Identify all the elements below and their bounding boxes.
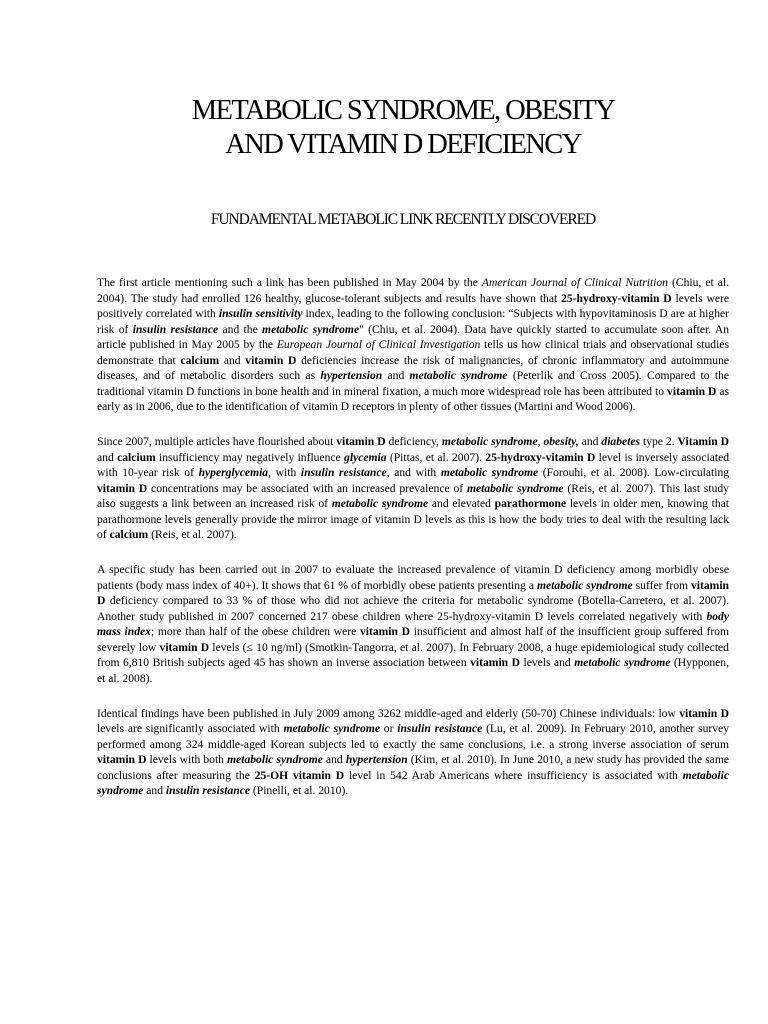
text-run: and elevated: [428, 497, 495, 510]
text-run: vitamin D: [679, 706, 729, 720]
text-run: metabolic syndrome: [440, 466, 539, 479]
text-run: insufficiency may negatively influence: [155, 450, 345, 464]
paragraph-3: [97, 562, 729, 686]
text-run: 25-hydroxy-vitamin D: [485, 450, 596, 464]
text-run: deficiencies increase the risk of malignancies, of chronic inflammatory and autoimmune diseases, and of metabolic disorders such as: [97, 353, 730, 382]
text-run: insulin resistance: [397, 722, 483, 735]
text-run: levels were positively correlated with: [97, 291, 730, 320]
text-run: (Hypponen, et al. 2008).: [97, 656, 729, 685]
text-run: and: [578, 435, 602, 448]
text-run: insulin sensitivity: [218, 307, 303, 320]
text-run: index, leading to the following conclusion: “Subjects with hypovitaminosis D are at higher risk of: [97, 307, 729, 336]
text-run: metabolic syndrome: [331, 497, 429, 510]
text-run: and: [219, 353, 246, 367]
text-run: metabolic syndrome: [227, 753, 323, 766]
text-run: and: [382, 369, 410, 382]
text-run: (Reis, et al. 2007). This last study also suggests a link between an increased risk of: [97, 481, 729, 510]
text-run: as early as in 2006, due to the identification of vitamin D receptors in plenty of other tissues (Martini and Wood 2006).: [97, 384, 730, 413]
paragraph-4: [97, 706, 729, 799]
text-run: and: [143, 784, 166, 797]
text-run: level is inversely associated with 10-year risk of: [97, 450, 730, 479]
text-run: type 2.: [640, 435, 678, 448]
text-run: hypertension: [320, 369, 383, 382]
text-run: suffer from: [632, 578, 691, 592]
text-run: and the: [218, 322, 263, 336]
text-run: (Lu, et al. 2009). In February 2010, another survey performed among 324 middle-aged Korean subjects led to exactly the same conclusions, i.e. a strong inverse association of serum: [97, 722, 730, 751]
text-run: vitamin D: [159, 640, 210, 654]
text-run: ; more than half of the obese children were: [150, 625, 360, 638]
text-run: body mass index: [97, 609, 729, 638]
title-line-2: AND VITAMIN D DEFICIENCY: [225, 129, 581, 160]
text-run: concentrations may be associated with an increased prevalence of: [147, 481, 467, 495]
text-run: , with: [268, 466, 301, 479]
text-run: ,: [537, 435, 544, 448]
text-run: parathormone: [494, 497, 567, 510]
text-run: (Forouhi, et al. 2008). Low-circulating: [538, 466, 730, 479]
text-run: vitamin D: [97, 578, 729, 607]
text-run: Identical findings have been published in July 2009 among 3262 middle-aged and elderly (50-70) Chinese individuals: low: [97, 706, 680, 720]
document-subtitle: FUNDAMENTAL METABOLIC LINK RECENTLY DISCOVERED: [210, 211, 596, 228]
text-run: A specific study has been carried out in 2007 to evaluate the increased prevalence of vitamin D deficiency among morbidly obese patients (body mass index of 40+). It shows that 61 % of morbidly obese patients presenting a: [97, 563, 729, 592]
text-run: levels (≤ 10 ng/ml) (Smotkin-Tangorra, et al. 2007). In February 2008, a huge epidemiological study collected from 6,810 British subjects aged 45 has shown an inverse association between: [97, 640, 729, 669]
text-run: vitamin D: [336, 435, 386, 448]
text-run: European Journal of Clinical Investigation: [276, 338, 481, 351]
text-run: Vitamin D: [677, 435, 730, 448]
text-run: metabolic syndrome: [409, 369, 508, 382]
text-run: vitamin D: [245, 353, 297, 367]
text-run: metabolic syndrome: [97, 768, 730, 797]
text-run: calcium: [180, 353, 220, 367]
text-run: metabolic syndrome: [536, 578, 633, 592]
paragraph-2: [97, 434, 729, 543]
text-run: hypertension: [345, 753, 408, 766]
text-run: Since 2007, multiple articles have flourished about: [97, 435, 337, 448]
text-run: (Reis, et al. 2007).: [148, 528, 237, 541]
text-run: (Pittas, et al. 2007).: [386, 450, 486, 464]
text-run: insulin resistance: [165, 784, 250, 797]
text-run: metabolic syndrome: [283, 722, 380, 735]
text-run: metabolic syndrome: [262, 322, 360, 336]
text-run: levels with both: [146, 753, 228, 766]
text-run: or: [379, 722, 398, 735]
text-run: insulin resistance: [132, 322, 219, 336]
text-run: (Kim, et al. 2010). In June 2010, a new study has provided the same conclusions after measuring the: [97, 753, 729, 782]
text-run: (Chiu, et al. 2004). The study had enrolled 126 healthy, glucose-tolerant subjects and results have shown that: [97, 276, 729, 305]
text-run: metabolic syndrome: [574, 656, 671, 669]
text-run: levels in older men, knowing that parathormone levels generally provide the mirror image of vitamin D levels as this is how the body tries to deal with the resulting lack of: [97, 497, 729, 541]
text-run: tells us how clinical trials and observational studies demonstrate that: [97, 338, 729, 367]
text-run: levels and: [519, 656, 575, 669]
text-run: levels are significantly associated with: [97, 722, 284, 735]
text-run: hyperglycemia: [198, 466, 269, 479]
text-run: metabolic syndrome: [441, 435, 538, 448]
text-run: vitamin D: [470, 656, 520, 669]
title-line-1: METABOLIC SYNDROME, OBESITY: [191, 95, 615, 126]
text-run: obesity,: [543, 435, 579, 448]
text-run: insulin resistance: [300, 466, 387, 479]
text-run: , and with: [386, 466, 441, 479]
text-run: and: [322, 753, 346, 766]
text-run: and: [97, 450, 118, 464]
document-title: [77, 0, 729, 162]
text-run: (Peterlik and Cross 2005). Compared to the traditional vitamin D functions in bone health and in mineral fixation, a much more widespread role has been attributed to: [97, 369, 730, 398]
document-body: [97, 275, 729, 799]
text-run: (Pinelli, et al. 2010).: [250, 784, 349, 797]
paragraph-1: [97, 275, 729, 415]
text-run: 25-hydroxy-vitamin D: [561, 291, 672, 305]
text-run: vitamin D: [667, 384, 717, 398]
text-run: deficiency compared to 33 % of those who did not achieve the criteria for metabolic syndrome (Botella-Carretero, et al. 2007). Another study published in 2007 concerned 217 obese children where 25-hydroxy-vitamin D levels correlated negatively with: [97, 594, 729, 623]
text-run: The first article mentioning such a link has been published in May 2004 by the: [97, 276, 482, 289]
text-run: level in 542 Arab Americans where insufficiency is associated with: [344, 768, 683, 782]
text-run: American Journal of Clinical Nutrition: [481, 276, 668, 289]
text-run: vitamin D: [359, 625, 411, 638]
text-run: 25-OH vitamin D: [254, 768, 345, 782]
text-run: diabetes: [601, 435, 641, 448]
text-run: insufficient and almost half of the insufficient group suffered from severely low: [97, 625, 729, 654]
text-run: " (Chiu, et al. 2004). Data have quickly started to accumulate soon after. An article published in May 2005 by the: [97, 322, 729, 351]
text-run: glycemia: [344, 450, 387, 464]
text-run: vitamin D: [97, 753, 147, 766]
text-run: calcium: [117, 450, 156, 464]
text-run: deficiency,: [385, 435, 442, 448]
text-run: calcium: [109, 528, 149, 541]
text-run: vitamin D: [97, 481, 148, 495]
text-run: metabolic syndrome: [466, 481, 564, 495]
